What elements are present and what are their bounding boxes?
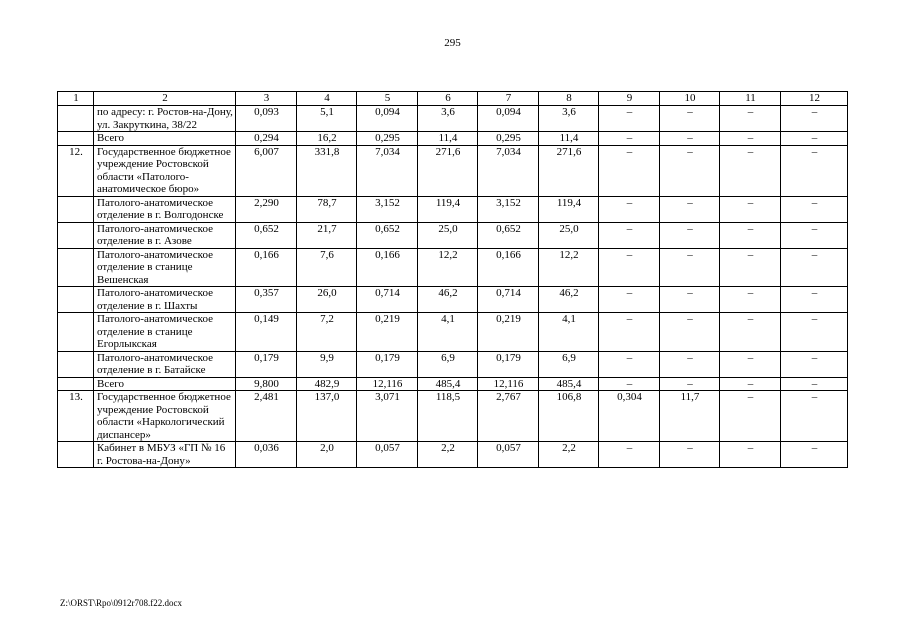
value-cell: 331,8 [297, 145, 357, 196]
column-header: 1 [58, 92, 94, 106]
value-cell: 6,9 [539, 351, 599, 377]
column-header: 3 [236, 92, 297, 106]
value-cell: 0,149 [236, 313, 297, 352]
value-cell: 0,057 [478, 442, 539, 468]
value-cell: 3,6 [418, 106, 478, 132]
value-cell: – [599, 106, 660, 132]
value-cell: 3,152 [478, 196, 539, 222]
column-header: 10 [660, 92, 720, 106]
value-cell: – [781, 377, 848, 391]
value-cell: – [660, 313, 720, 352]
value-cell: 2,767 [478, 391, 539, 442]
value-cell: 4,1 [539, 313, 599, 352]
table-row [58, 391, 848, 442]
value-cell: 12,2 [539, 248, 599, 287]
value-cell: 2,2 [418, 442, 478, 468]
value-cell: 7,034 [357, 145, 418, 196]
value-cell: – [781, 287, 848, 313]
row-number-cell [58, 377, 94, 391]
value-cell: 9,800 [236, 377, 297, 391]
value-cell: – [720, 248, 781, 287]
value-cell: 0,304 [599, 391, 660, 442]
institution-name-cell: Патолого-анатомическое отделение в г. Батайске [94, 351, 236, 377]
value-cell: 3,152 [357, 196, 418, 222]
value-cell: 9,9 [297, 351, 357, 377]
row-number-cell [58, 313, 94, 352]
value-cell: – [720, 145, 781, 196]
column-header: 6 [418, 92, 478, 106]
column-header: 5 [357, 92, 418, 106]
institution-name-cell: Патолого-анатомическое отделение в г. Шахты [94, 287, 236, 313]
value-cell: 485,4 [539, 377, 599, 391]
institution-name-cell: Всего [94, 132, 236, 146]
value-cell: 0,166 [236, 248, 297, 287]
value-cell: 0,294 [236, 132, 297, 146]
value-cell: 0,652 [357, 222, 418, 248]
value-cell: – [599, 222, 660, 248]
value-cell: – [720, 391, 781, 442]
value-cell: 12,2 [418, 248, 478, 287]
value-cell: 16,2 [297, 132, 357, 146]
value-cell: – [599, 145, 660, 196]
institution-name-cell: Патолого-анатомическое отделение в г. Азове [94, 222, 236, 248]
value-cell: – [781, 351, 848, 377]
table-row [58, 313, 848, 352]
value-cell: – [720, 196, 781, 222]
value-cell: – [720, 106, 781, 132]
value-cell: 119,4 [539, 196, 599, 222]
value-cell: – [660, 442, 720, 468]
column-header: 12 [781, 92, 848, 106]
value-cell: 21,7 [297, 222, 357, 248]
value-cell: – [660, 287, 720, 313]
value-cell: 46,2 [418, 287, 478, 313]
column-header: 8 [539, 92, 599, 106]
value-cell: – [599, 248, 660, 287]
value-cell: 0,093 [236, 106, 297, 132]
value-cell: 6,9 [418, 351, 478, 377]
page-number: 295 [444, 37, 461, 49]
value-cell: – [599, 287, 660, 313]
table-row [58, 248, 848, 287]
value-cell: 25,0 [539, 222, 599, 248]
value-cell: – [720, 313, 781, 352]
value-cell: 7,2 [297, 313, 357, 352]
row-number-cell [58, 222, 94, 248]
value-cell: 6,007 [236, 145, 297, 196]
value-cell: 0,057 [357, 442, 418, 468]
value-cell: 7,034 [478, 145, 539, 196]
value-cell: – [599, 196, 660, 222]
row-number-cell [58, 287, 94, 313]
column-header: 2 [94, 92, 236, 106]
value-cell: – [660, 132, 720, 146]
value-cell: 2,0 [297, 442, 357, 468]
value-cell: 119,4 [418, 196, 478, 222]
institution-name-cell: Патолого-анатомическое отделение в станице Егорлыкская [94, 313, 236, 352]
value-cell: 0,094 [357, 106, 418, 132]
value-cell: 0,036 [236, 442, 297, 468]
institution-name-cell: Кабинет в МБУЗ «ГП № 16 г. Ростова-на-Дону» [94, 442, 236, 468]
value-cell: 106,8 [539, 391, 599, 442]
table-row [58, 287, 848, 313]
value-cell: 26,0 [297, 287, 357, 313]
column-header: 4 [297, 92, 357, 106]
value-cell: – [599, 442, 660, 468]
institution-name-cell: по адресу: г. Ростов-на-Дону, ул. Закруткина, 38/22 [94, 106, 236, 132]
value-cell: – [781, 313, 848, 352]
value-cell: 3,6 [539, 106, 599, 132]
value-cell: 0,295 [478, 132, 539, 146]
row-number-cell: 12. [58, 145, 94, 196]
value-cell: 2,481 [236, 391, 297, 442]
value-cell: – [720, 442, 781, 468]
value-cell: – [660, 106, 720, 132]
table-header-row [58, 92, 848, 106]
institution-name-cell: Всего [94, 377, 236, 391]
value-cell: 11,4 [418, 132, 478, 146]
value-cell: – [781, 196, 848, 222]
value-cell: 0,179 [236, 351, 297, 377]
value-cell: 0,179 [357, 351, 418, 377]
institution-name-cell: Патолого-анатомическое отделение в станице Вешенская [94, 248, 236, 287]
institution-name-cell: Государственное бюджетное учреждение Ростовской области «Патолого-анатомическое бюро» [94, 145, 236, 196]
table-row [58, 132, 848, 146]
value-cell: 4,1 [418, 313, 478, 352]
value-cell: – [599, 132, 660, 146]
value-cell: 0,357 [236, 287, 297, 313]
value-cell: – [720, 351, 781, 377]
value-cell: 271,6 [539, 145, 599, 196]
value-cell: 46,2 [539, 287, 599, 313]
value-cell: 271,6 [418, 145, 478, 196]
table-row [58, 196, 848, 222]
value-cell: – [660, 248, 720, 287]
value-cell: – [781, 248, 848, 287]
table-row [58, 377, 848, 391]
value-cell: – [599, 351, 660, 377]
file-path-footer: Z:\ORST\Rpo\0912r708.f22.docx [60, 598, 182, 608]
value-cell: 5,1 [297, 106, 357, 132]
value-cell: 118,5 [418, 391, 478, 442]
table-row [58, 222, 848, 248]
table-body [58, 106, 848, 468]
column-header: 7 [478, 92, 539, 106]
value-cell: 0,295 [357, 132, 418, 146]
value-cell: 0,179 [478, 351, 539, 377]
value-cell: 11,7 [660, 391, 720, 442]
value-cell: – [660, 377, 720, 391]
table-row [58, 145, 848, 196]
value-cell: 482,9 [297, 377, 357, 391]
value-cell: 11,4 [539, 132, 599, 146]
institution-name-cell: Патолого-анатомическое отделение в г. Волгодонске [94, 196, 236, 222]
value-cell: 0,166 [478, 248, 539, 287]
table-row [58, 106, 848, 132]
table-row [58, 351, 848, 377]
column-header: 11 [720, 92, 781, 106]
value-cell: 2,290 [236, 196, 297, 222]
value-cell: – [720, 222, 781, 248]
table-row [58, 442, 848, 468]
value-cell: 137,0 [297, 391, 357, 442]
value-cell: – [660, 222, 720, 248]
row-number-cell [58, 106, 94, 132]
value-cell: 485,4 [418, 377, 478, 391]
value-cell: 0,714 [478, 287, 539, 313]
value-cell: – [599, 313, 660, 352]
value-cell: 25,0 [418, 222, 478, 248]
value-cell: – [781, 391, 848, 442]
value-cell: 2,2 [539, 442, 599, 468]
value-cell: – [781, 106, 848, 132]
value-cell: – [660, 145, 720, 196]
value-cell: – [781, 145, 848, 196]
value-cell: – [599, 377, 660, 391]
data-table [57, 91, 848, 468]
value-cell: 0,219 [478, 313, 539, 352]
value-cell: – [660, 196, 720, 222]
row-number-cell [58, 351, 94, 377]
column-header: 9 [599, 92, 660, 106]
row-number-cell [58, 442, 94, 468]
value-cell: 12,116 [357, 377, 418, 391]
value-cell: 0,714 [357, 287, 418, 313]
value-cell: – [720, 132, 781, 146]
value-cell: 12,116 [478, 377, 539, 391]
value-cell: – [781, 222, 848, 248]
value-cell: – [720, 287, 781, 313]
value-cell: 3,071 [357, 391, 418, 442]
value-cell: 7,6 [297, 248, 357, 287]
value-cell: 78,7 [297, 196, 357, 222]
value-cell: 0,652 [236, 222, 297, 248]
row-number-cell: 13. [58, 391, 94, 442]
value-cell: – [660, 351, 720, 377]
value-cell: 0,166 [357, 248, 418, 287]
row-number-cell [58, 248, 94, 287]
value-cell: 0,219 [357, 313, 418, 352]
row-number-cell [58, 132, 94, 146]
row-number-cell [58, 196, 94, 222]
value-cell: – [781, 442, 848, 468]
institution-name-cell: Государственное бюджетное учреждение Ростовской области «Наркологический диспансер» [94, 391, 236, 442]
value-cell: – [720, 377, 781, 391]
value-cell: 0,652 [478, 222, 539, 248]
value-cell: – [781, 132, 848, 146]
value-cell: 0,094 [478, 106, 539, 132]
